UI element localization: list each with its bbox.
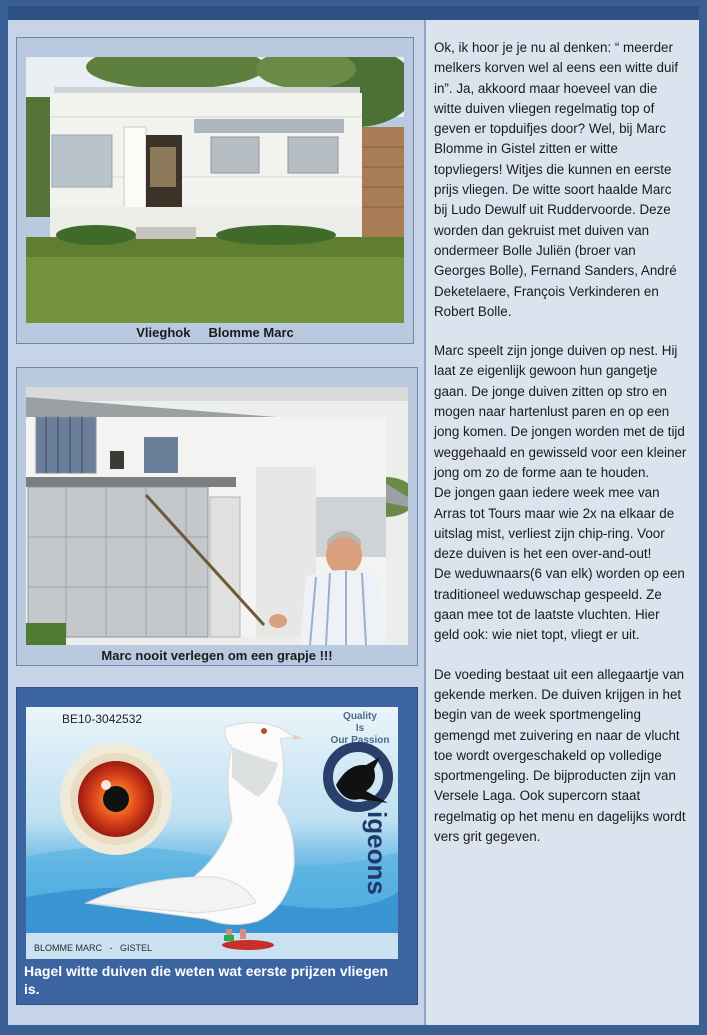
article-paragraph-2: Marc speelt zijn jonge duiven op nest. Hij laat ze eigenlijk gewoon hun gangetje gaan. De jonge duiven zitten op stro en mogen naar hartenlust paren en op een jong komen. De jongen worden met de tijd weggehaald en gewisseld voor een kleiner jong om zo de forme aan te houden. (434, 343, 687, 480)
caption-marc: Marc nooit verlegen om een grapje !!! (101, 648, 333, 663)
slogan-line3: Our Passion (330, 735, 390, 746)
caption-pigeon: Hagel witte duiven die weten wat eerste prijzen vliegen is. (24, 963, 389, 997)
column-divider (424, 20, 426, 1025)
brand-name-rest: igeons (362, 811, 392, 895)
article-paragraph-1: Ok, ik hoor je je nu al denken: “ meerder melkers korven wel al eens een witte duif in”. Ja, akkoord maar hoeveel van die witte duiven vliegen regelmatig top of geven er topduifjes door? Wel, bij Marc Blomme in Gistel zitten er witte topvliegers! Witjes die kunnen en eerste prijs vliegen. De witte soort haalde Marc bij Ludo Dewulf uit Ruddervoorde. Deze worden dan gekruist met duiven van ondermeer Bolle Juliën (broer van Georges Bolle), Fernand Sanders, André Deketelaere, François Verkinderen en Robert Bolle. (434, 40, 679, 319)
slogan-line2: Is (355, 723, 365, 734)
marc-illustration (26, 387, 408, 645)
pigeon-poster (26, 707, 398, 959)
top-bar (8, 6, 699, 20)
pigeon-poster-art (26, 707, 398, 959)
caption-loft: Vlieghok Blomme Marc (136, 325, 294, 340)
article-text (434, 38, 688, 847)
poster-owner: BLOMME MARC - GISTEL (34, 943, 153, 953)
ring-number: BE10-3042532 (62, 712, 143, 726)
loft-illustration (26, 57, 404, 323)
marc-photo (26, 387, 408, 645)
article-paragraph-3: De jongen gaan iedere week mee van Arras tot Tours maar wie 2x na elkaar de uitslag mist, verliest zijn chip-ring. Voor deze duiven is het een over-and-out! (434, 485, 675, 562)
slogan-line1: Quality (343, 711, 377, 722)
article-paragraph-4: De weduwnaars(6 van elk) worden op een traditioneel weduwschap gespeeld. Ze gaan mee tot de laatste vluchten. Hier geld ook: wie niet topt, vliegt er uit. (434, 566, 685, 643)
loft-photo (26, 57, 404, 323)
article-paragraph-5: De voeding bestaat uit een allegaartje van gekende merken. De duiven krijgen in het begin van de week sportmengeling gemengd met zuivering en naar de vlucht toe wordt overgeschakeld op volledige sportmengeling. De bijproducten zijn van Versele Laga. Ook supercorn staat regelmatig op het menu en dagelijks wordt vers grit gegeven. (434, 666, 686, 844)
